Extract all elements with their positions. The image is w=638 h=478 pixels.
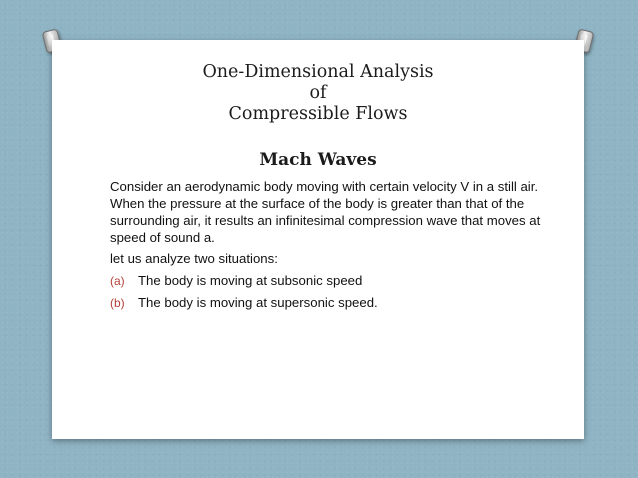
list-marker-a: (a) <box>110 274 125 288</box>
slide <box>52 40 584 439</box>
title-line-3: Compressible Flows <box>228 104 408 124</box>
list-text-a: The body is moving at subsonic speed <box>138 273 363 288</box>
title-line-2: of <box>309 83 327 103</box>
list-marker-b: (b) <box>110 296 125 310</box>
slide-title <box>52 62 584 125</box>
list-text-b: The body is moving at supersonic speed. <box>138 295 378 310</box>
body-paragraph-2: let us analyze two situations: <box>110 251 278 266</box>
title-line-1: One-Dimensional Analysis <box>202 62 434 82</box>
section-heading: Mach Waves <box>259 150 377 170</box>
list-item <box>110 294 572 311</box>
slide-body <box>110 178 572 311</box>
body-paragraph-1: Consider an aerodynamic body moving with certain velocity V in a still air. When the pressure at the surface of the body is greater than that of the surrounding air, it results an infinitesimal compression wave that moves at speed of sound a. <box>110 179 541 245</box>
list-item <box>110 272 572 289</box>
